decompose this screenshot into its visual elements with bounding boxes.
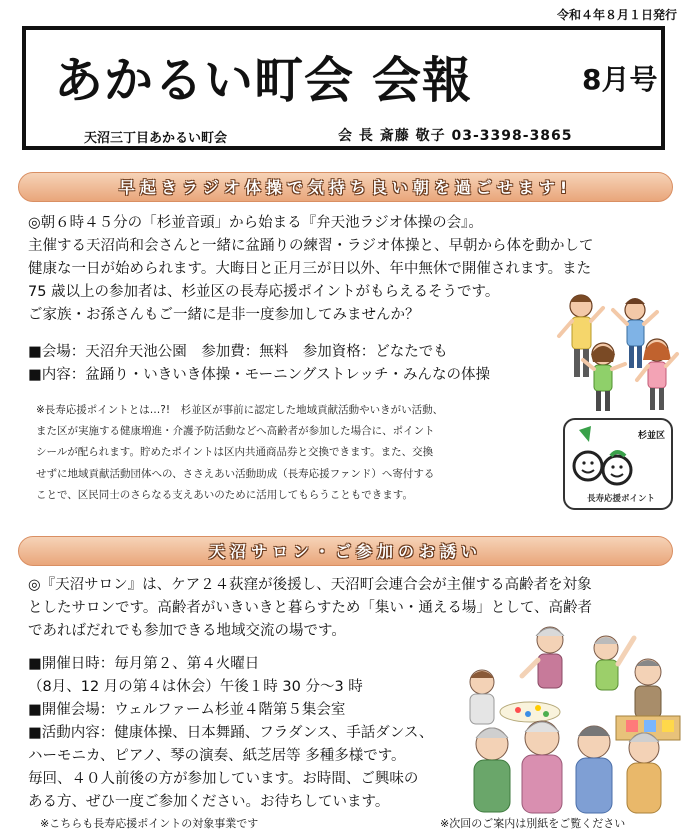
section2-heading: 天沼サロン・ご参加のお誘い [18, 536, 673, 566]
children-exercising-illustration [553, 288, 683, 416]
footnote-left: ※こちらも長寿応援ポイントの対象事業です [40, 817, 259, 830]
activity-line: ■活動内容：健康体操、日本舞踊、フラダンス、手話ダンス、 [28, 725, 434, 741]
body-line: 健康な一日が始められます。大晦日と正月三が日以外、年中無休で開催されます。また [28, 261, 592, 277]
point-note [36, 400, 443, 506]
masthead [22, 26, 665, 150]
logo-tagline: 長寿応援ポイント [587, 494, 656, 504]
schedule-line: ■開催日時：毎月第２、第４火曜日 [28, 656, 260, 672]
newsletter-title: あかるい町会 会報 [54, 52, 473, 109]
section1-heading: 早起きラジオ体操で気持ち良い朝を過ごせます! [18, 172, 673, 202]
note-line: せずに地域貢献活動団体への、ささえあい活動助成（長寿応援ファンド）へ寄付する [36, 467, 435, 480]
note-line: シールが配られます。貯めたポイントは区内共通商品券と交換できます。また、交換 [36, 446, 434, 459]
note-line: ことで、区民同士のさらなる支えあいのために活用してもらうこともできます。 [36, 488, 413, 501]
chair-contact: 会 長 斎藤 敬子 03-3398-3865 [338, 128, 573, 144]
spacer-line [28, 327, 594, 341]
logo-ward-label: 杉並区 [637, 431, 665, 441]
footnote-right: ※次回のご案内は別紙をご覧ください [440, 817, 626, 830]
body-line: ◎『天沼サロン』は、ケア２４荻窪が後援し、天沼町会連合会が主催する高齢者を対象 [28, 577, 592, 593]
body-line: ご家族・お孫さんもご一緒に是非一度参加してみませんか？ [28, 307, 420, 323]
body-line: ◎朝６時４５分の「杉並音頭」から始まる『弁天池ラジオ体操の会』。 [28, 215, 483, 231]
body-line: としたサロンです。高齢者がいきいきと暮らすため「集い・通える場」として、高齢者 [28, 600, 593, 616]
body-line: 主催する天沼尚和会さんと一緒に盆踊りの練習・ラジオ体操と、早朝から体を動かして [28, 238, 594, 254]
body-line: であればだれでも参加できる地域交流の場です。 [28, 623, 346, 639]
section1-body [28, 212, 594, 387]
body-line: 75 歳以上の参加者は、杉並区の長寿応援ポイントがもらえるそうです。 [28, 284, 500, 300]
venue-line: ■会場：天沼弁天池公園 参加費：無料 参加資格：どなたでも [28, 344, 448, 360]
smiling-faces-icon [571, 426, 641, 494]
note-line: また区が実施する健康増進・介護予防活動などへ高齢者が参加した場合に、ポイント [36, 425, 435, 438]
note-line: ※長寿応援ポイントとは…?! 杉並区が事前に認定した地域貢献活動やいきがい活動、 [36, 404, 444, 416]
venue-line: ■開催会場：ウェルファーム杉並４階第５集会室 [28, 702, 346, 718]
organization-name: 天沼三丁目あかるい町会 [84, 131, 228, 146]
issue-label: 8月号 [582, 63, 658, 96]
seniors-salon-illustration [458, 620, 686, 816]
body-line: ある方、ぜひ一度ご参加ください。お待ちしています。 [28, 794, 390, 810]
schedule-note-line: （8月、12 月の第４は休会）午後１時 30 分～3 時 [28, 679, 363, 695]
longevity-point-logo [563, 418, 673, 510]
content-line: ■内容：盆踊り・いきいき体操・モーニングストレッチ・みんなの体操 [28, 367, 491, 383]
body-line: 毎回、４０人前後の方が参加しています。お時間、ご興味の [28, 771, 419, 787]
issue-date: 令和４年８月１日発行 [556, 8, 677, 22]
activity-line: ハーモニカ、ピアノ、琴の演奏、紙芝居等 多種多様です。 [28, 748, 406, 764]
